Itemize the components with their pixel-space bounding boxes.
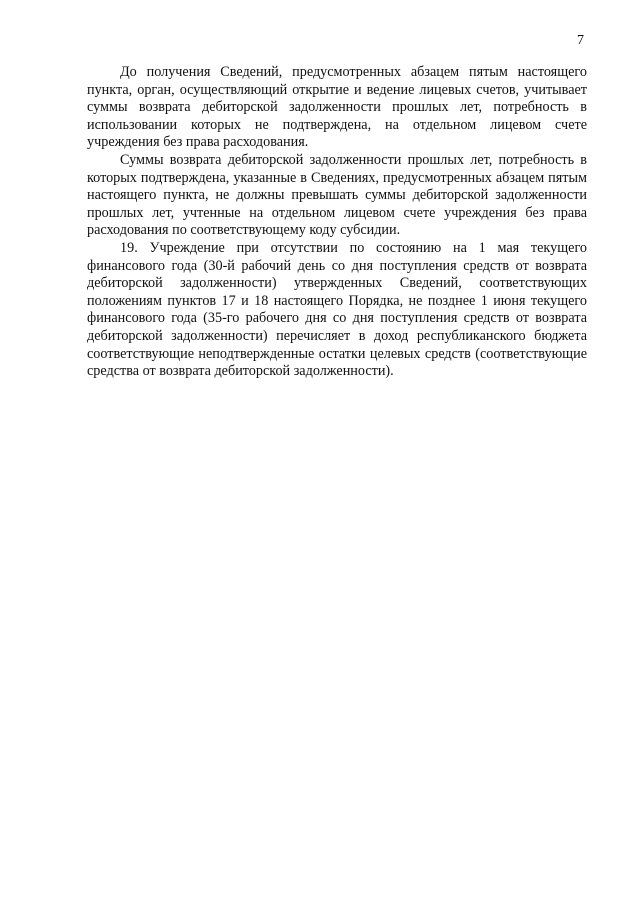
paragraph-confirmed-sums: Суммы возврата дебиторской задолженности прошлых лет, потребность в которых подтверждена, указанные в Сведениях, предусмотренных абзацем пятым настоящего пункта, не должны превышать суммы дебиторской задолженности прошлых лет, учтенные на отдельном лицевом счете учреждения без права расходования по соответствующему коду субсидии. [87,151,587,239]
page-number: 7 [577,33,584,48]
paragraph-item-19: 19. Учреждение при отсутствии по состоянию на 1 мая текущего финансового года (30-й рабочий день со дня поступления средств от возврата дебиторской задолженности) утвержденных Сведений, соответствующих положениям пунктов 17 и 18 настоящего Порядка, не позднее 1 июня текущего финансового года (35-го рабочего дня со дня поступления средств от возврата дебиторской задолженности) перечисляет в доход республиканского бюджета соответствующие неподтвержденные остатки целевых средств (соответствующие средства от возврата дебиторской задолженности). [87,239,587,380]
paragraph-pending-info: До получения Сведений, предусмотренных абзацем пятым настоящего пункта, орган, осуществляющий открытие и ведение лицевых счетов, учитывает суммы возврата дебиторской задолженности прошлых лет, потребность в использовании которых не подтверждена, на отдельном лицевом счете учреждения без права расходования. [87,64,587,151]
document-body [87,64,587,381]
